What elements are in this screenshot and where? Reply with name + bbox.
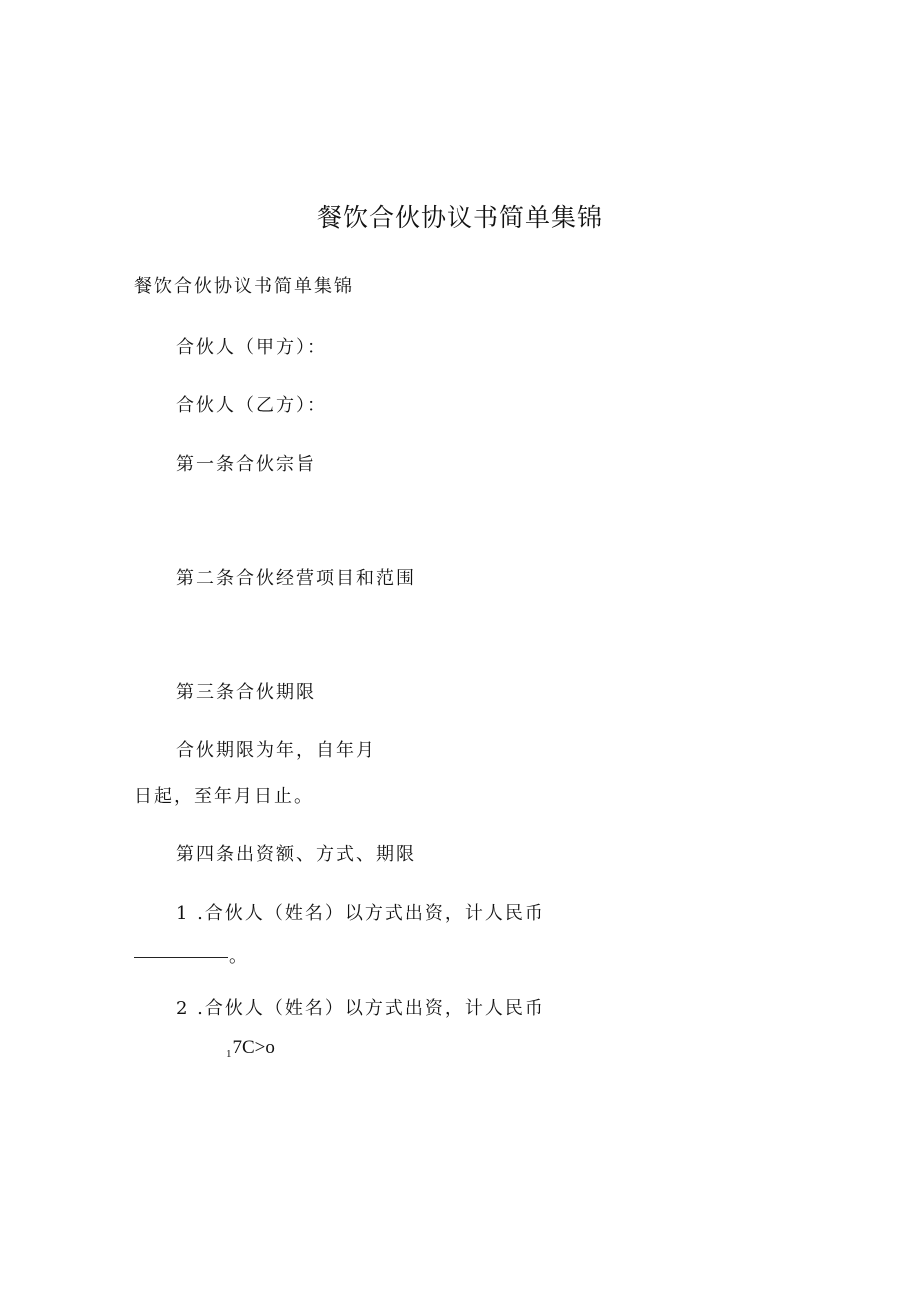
item-1-line: 1 .合伙人（姓名）以方式出资，计人民币 xyxy=(176,903,545,924)
article-4-heading: 第四条出资额、方式、期限 xyxy=(176,844,416,865)
ocr-text: 7C>o xyxy=(232,1037,275,1058)
item-1-blank-line xyxy=(134,942,249,968)
fill-in-blank-rule xyxy=(134,957,228,958)
term-line-1: 合伙期限为年，自年月 xyxy=(176,740,376,761)
article-3-heading: 第三条合伙期限 xyxy=(176,682,316,703)
party-a-line: 合伙人（甲方）： xyxy=(176,337,327,358)
item-2-ocr-fragment xyxy=(226,1037,275,1059)
article-1-heading: 第一条合伙宗旨 xyxy=(176,454,316,475)
document-heading: 餐饮合伙协议书简单集锦 xyxy=(134,276,354,297)
document-title: 餐饮合伙协议书简单集锦 xyxy=(316,203,603,232)
party-b-line: 合伙人（乙方）： xyxy=(176,395,327,416)
term-line-2: 日起，至年月日止。 xyxy=(134,786,314,807)
item-1-period: 。 xyxy=(229,946,249,967)
article-2-heading: 第二条合伙经营项目和范围 xyxy=(176,568,416,589)
item-2-line: 2 .合伙人（姓名）以方式出资，计人民币 xyxy=(176,998,545,1019)
ocr-subscript: 1 xyxy=(226,1048,232,1060)
